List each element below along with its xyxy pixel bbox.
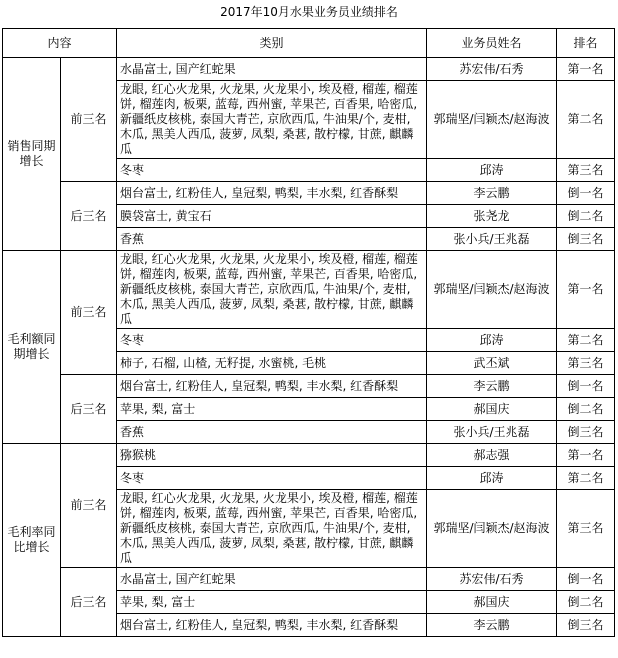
group-label: 前三名 — [61, 444, 117, 568]
category-cell: 烟台富士, 红粉佳人, 皇冠梨, 鸭梨, 丰水梨, 红香酥梨 — [117, 375, 427, 398]
section-label: 毛利率同比增长 — [3, 444, 61, 637]
category-cell: 柿子, 石榴, 山楂, 无籽提, 水蜜桃, 毛桃 — [117, 352, 427, 375]
name-cell: 苏宏伟/石秀 — [427, 58, 557, 81]
section-label: 毛利额同期增长 — [3, 251, 61, 444]
header-rank: 排名 — [557, 29, 615, 58]
rank-cell: 倒二名 — [557, 205, 615, 228]
ranking-table — [2, 28, 615, 637]
name-cell: 张小兵/王兆磊 — [427, 228, 557, 251]
name-cell: 李云鹏 — [427, 375, 557, 398]
name-cell: 苏宏伟/石秀 — [427, 568, 557, 591]
category-cell: 冬枣 — [117, 329, 427, 352]
rank-cell: 倒一名 — [557, 568, 615, 591]
category-cell: 苹果, 梨, 富士 — [117, 591, 427, 614]
rank-cell: 倒一名 — [557, 375, 615, 398]
group-label: 后三名 — [61, 182, 117, 251]
category-cell: 龙眼, 红心火龙果, 火龙果, 火龙果小, 埃及橙, 榴莲, 榴莲饼, 榴莲肉, 板栗, 蓝莓, 西州蜜, 苹果芒, 百香果, 哈密瓜, 新疆纸皮核桃, 泰国大青芒, 京欣西瓜, 牛油果/个, 麦柑, 木瓜, 黑美人西瓜, 菠萝, 凤梨, 桑葚, 散柠檬, 甘蔗, 麒麟瓜 — [117, 490, 427, 568]
name-cell: 张小兵/王兆磊 — [427, 421, 557, 444]
group-label: 后三名 — [61, 568, 117, 637]
table-row — [3, 568, 615, 591]
category-cell: 龙眼, 红心火龙果, 火龙果, 火龙果小, 埃及橙, 榴莲, 榴莲饼, 榴莲肉, 板栗, 蓝莓, 西州蜜, 苹果芒, 百香果, 哈密瓜, 新疆纸皮核桃, 泰国大青芒, 京欣西瓜, 牛油果/个, 麦柑, 木瓜, 黑美人西瓜, 菠萝, 凤梨, 桑葚, 散柠檬, 甘蔗, 麒麟瓜 — [117, 81, 427, 159]
section-label: 销售同期增长 — [3, 58, 61, 251]
category-cell: 猕猴桃 — [117, 444, 427, 467]
rank-cell: 第三名 — [557, 159, 615, 182]
category-cell: 香蕉 — [117, 228, 427, 251]
rank-cell: 第二名 — [557, 467, 615, 490]
name-cell: 邱涛 — [427, 329, 557, 352]
table-row — [3, 58, 615, 81]
page-title: 2017年10月水果业务员业绩排名 — [220, 5, 398, 19]
category-cell: 烟台富士, 红粉佳人, 皇冠梨, 鸭梨, 丰水梨, 红香酥梨 — [117, 182, 427, 205]
rank-cell: 第三名 — [557, 490, 615, 568]
name-cell: 邱涛 — [427, 467, 557, 490]
rank-cell: 倒三名 — [557, 614, 615, 637]
name-cell: 郭瑞坚/闫颖杰/赵海波 — [427, 251, 557, 329]
rank-cell: 第二名 — [557, 81, 615, 159]
group-label: 后三名 — [61, 375, 117, 444]
name-cell: 张尧龙 — [427, 205, 557, 228]
rank-cell: 倒二名 — [557, 591, 615, 614]
category-cell: 水晶富士, 国产红蛇果 — [117, 568, 427, 591]
table-row — [3, 444, 615, 467]
name-cell: 武丕斌 — [427, 352, 557, 375]
name-cell: 李云鹏 — [427, 614, 557, 637]
category-cell: 龙眼, 红心火龙果, 火龙果, 火龙果小, 埃及橙, 榴莲, 榴莲饼, 榴莲肉, 板栗, 蓝莓, 西州蜜, 苹果芒, 百香果, 哈密瓜, 新疆纸皮核桃, 泰国大青芒, 京欣西瓜, 牛油果/个, 麦柑, 木瓜, 黑美人西瓜, 菠萝, 凤梨, 桑葚, 散柠檬, 甘蔗, 麒麟瓜 — [117, 251, 427, 329]
rank-cell: 第一名 — [557, 251, 615, 329]
name-cell: 邱涛 — [427, 159, 557, 182]
name-cell: 郭瑞坚/闫颖杰/赵海波 — [427, 81, 557, 159]
category-cell: 烟台富士, 红粉佳人, 皇冠梨, 鸭梨, 丰水梨, 红香酥梨 — [117, 614, 427, 637]
header-content: 内容 — [3, 29, 117, 58]
category-cell: 膜袋富士, 黄宝石 — [117, 205, 427, 228]
header-category: 类别 — [117, 29, 427, 58]
rank-cell: 倒一名 — [557, 182, 615, 205]
rank-cell: 倒二名 — [557, 398, 615, 421]
name-cell: 李云鹏 — [427, 182, 557, 205]
rank-cell: 第三名 — [557, 352, 615, 375]
rank-cell: 倒三名 — [557, 228, 615, 251]
category-cell: 苹果, 梨, 富士 — [117, 398, 427, 421]
category-cell: 冬枣 — [117, 159, 427, 182]
group-label: 前三名 — [61, 58, 117, 182]
category-cell: 水晶富士, 国产红蛇果 — [117, 58, 427, 81]
table-row — [3, 375, 615, 398]
rank-cell: 倒三名 — [557, 421, 615, 444]
rank-cell: 第一名 — [557, 58, 615, 81]
table-row — [3, 251, 615, 329]
table-row — [3, 182, 615, 205]
category-cell: 香蕉 — [117, 421, 427, 444]
table-body — [3, 58, 615, 637]
name-cell: 郝国庆 — [427, 591, 557, 614]
name-cell: 郝志强 — [427, 444, 557, 467]
category-cell: 冬枣 — [117, 467, 427, 490]
rank-cell: 第一名 — [557, 444, 615, 467]
header-name: 业务员姓名 — [427, 29, 557, 58]
name-cell: 郭瑞坚/闫颖杰/赵海波 — [427, 490, 557, 568]
name-cell: 郝国庆 — [427, 398, 557, 421]
group-label: 前三名 — [61, 251, 117, 375]
rank-cell: 第二名 — [557, 329, 615, 352]
header-row — [3, 29, 615, 58]
